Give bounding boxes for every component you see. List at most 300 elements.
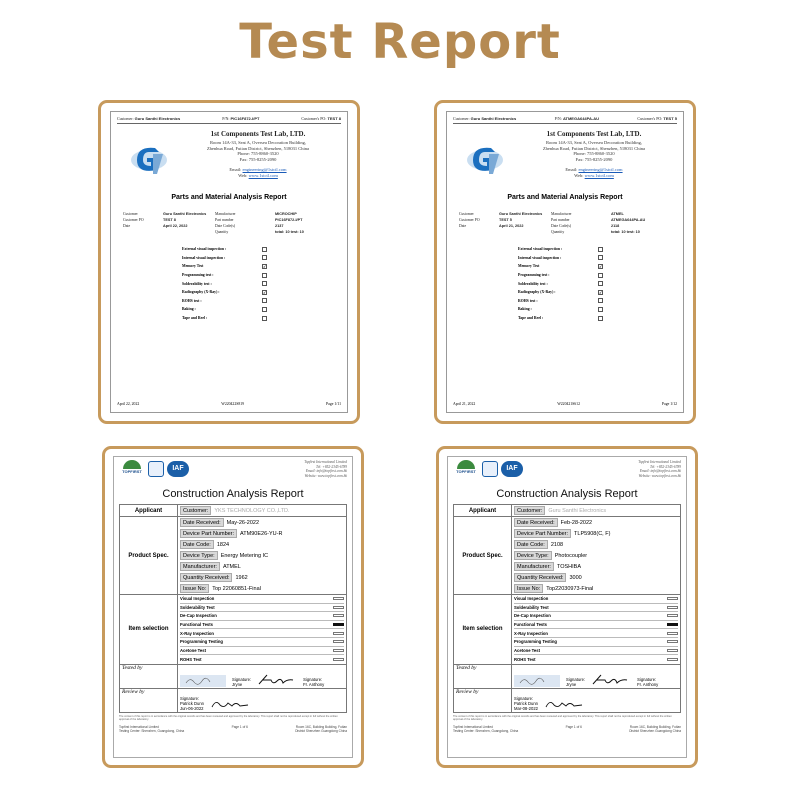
unselected-indicator-icon (667, 606, 678, 609)
unselected-indicator-icon (333, 614, 344, 617)
spec-field (180, 572, 344, 583)
customer-label: Customer: (180, 506, 211, 515)
selection-item (180, 604, 344, 613)
web-label: Web: (574, 172, 584, 178)
iaf-logo-icon: IAF (501, 461, 523, 477)
construction-report-page (447, 456, 687, 758)
lab-contact (511, 167, 677, 178)
test-item (182, 279, 341, 288)
test-label: Memory Test (182, 264, 204, 269)
report-title: Parts and Material Analysis Report (507, 194, 623, 201)
info-value: Guru Santhi Electronics (499, 212, 543, 216)
spec-field (514, 550, 678, 561)
signature-label: Signature: (232, 677, 252, 683)
construction-report-card-1 (102, 446, 364, 768)
brand-0: Topfirst International Limited (304, 460, 347, 464)
customer-label: Customer: (514, 506, 545, 515)
test-label: Internal visual inspection : (518, 255, 562, 260)
tester-signature-image (180, 675, 226, 687)
checkbox-icon (598, 273, 603, 278)
iaf-logo-icon: IAF (167, 461, 189, 477)
brand-3: Website: www.topfirst.com.hk (638, 473, 681, 478)
brand-0: Topfirst International Limited (638, 460, 681, 464)
spec-field (180, 550, 344, 561)
applicant-label: Applicant (454, 505, 512, 517)
address-3: Fax: 755-8255-2090 (239, 156, 277, 162)
footer-code: W220422S819 (221, 402, 245, 406)
checked-box-icon: ✓ (263, 263, 267, 269)
selection-item (180, 612, 344, 621)
unselected-indicator-icon (333, 658, 344, 661)
checked-box-icon: ✓ (263, 289, 267, 295)
email-link[interactable]: engineering@1stctl.com (242, 167, 287, 172)
construction-report-card-2 (436, 446, 698, 768)
applicant-label: Applicant (120, 505, 178, 517)
selection-item (514, 647, 678, 656)
info-value: 2137 (275, 224, 284, 228)
spec-label: Date Code: (514, 540, 548, 549)
spec-field (514, 561, 678, 572)
selection-label: Solderability Test (514, 604, 549, 610)
checkbox-icon (598, 281, 603, 286)
unselected-indicator-icon (667, 649, 678, 652)
email-label: Email: (565, 167, 578, 172)
web-link[interactable]: www.1stctl.com (248, 172, 278, 178)
info-value: TEST 5 (499, 218, 512, 222)
checkbox-icon (262, 307, 267, 312)
test-label: ROHS test : (182, 298, 202, 303)
report-info-grid (117, 211, 341, 235)
report-header (117, 116, 341, 124)
spec-field (180, 561, 344, 572)
unselected-indicator-icon (667, 614, 678, 617)
lab-address (175, 140, 341, 162)
selection-label: Programming Testing (514, 639, 557, 645)
info-value: ATMEGA644PA-AU (611, 218, 646, 222)
reviewer: Patrick Dunn (180, 701, 204, 707)
info-label: Date Code(s) (215, 224, 236, 228)
review-by-label: Review by (120, 688, 178, 712)
tester2: Fr. Anthony (303, 682, 325, 688)
parts-report-card-2 (434, 100, 696, 424)
report-title: Construction Analysis Report (496, 488, 638, 500)
spec-label: Issue No: (180, 584, 209, 593)
spec-field (514, 528, 678, 539)
unselected-indicator-icon (333, 632, 344, 635)
selection-label: Acetone Test (514, 647, 540, 653)
test-item (182, 245, 341, 254)
header-customer: Guru Santhi Electronics (470, 116, 517, 121)
test-label: ROHS test : (518, 298, 538, 303)
spec-label: Manufacturer: (180, 562, 220, 571)
selection-label: ROHS Test (514, 656, 536, 662)
selection-label: Acetone Test (180, 647, 206, 653)
address-3: Fax: 755-8255-2090 (575, 156, 613, 162)
checkbox-icon (598, 255, 603, 260)
construction-report-page (113, 456, 353, 758)
email-label: Email: (229, 167, 242, 172)
checked-box-icon: ✓ (599, 289, 603, 295)
spec-label: Issue No: (514, 584, 543, 593)
spec-value: 3000 (569, 574, 582, 581)
selection-item (180, 621, 344, 630)
brand-2: Email: info@topfirst.com.hk (639, 469, 681, 474)
fine-print: The content of this report is in accordance with the original records and has been reviewed and approved by the laboratory. This report shall not be reproduced except in full without the written approval of the laboratory. (453, 714, 672, 721)
spec-field (514, 572, 678, 583)
test-label: Baking : (518, 307, 532, 312)
foot-right-1: District Shenzhen Guangdong China (629, 728, 681, 733)
checkbox-icon (262, 281, 267, 286)
foot-left-0: Topfirst International Limited (119, 724, 159, 729)
report-table (119, 504, 347, 713)
checkbox-icon (262, 247, 267, 252)
selection-label: ROHS Test (180, 656, 202, 662)
footer-page: Page 1/11 (326, 402, 341, 406)
checkbox-icon (598, 307, 603, 312)
spec-value: 1962 (235, 574, 248, 581)
info-label: Part number (215, 218, 234, 222)
test-label: Memory Test (518, 264, 540, 269)
signature-scribble-icon (257, 673, 297, 687)
report-footer (119, 726, 347, 734)
signature-label: Signature: (514, 696, 534, 702)
spec-label: Quantity Received: (180, 573, 232, 582)
header-customer-label: Customer: (117, 116, 134, 121)
test-item (182, 254, 341, 263)
spec-label: Device Part Number: (514, 529, 571, 538)
brand-block (638, 460, 681, 478)
foot-right-0: Room 16C, Building Building, Futian (295, 724, 347, 729)
info-label: Customer PO (123, 218, 144, 222)
product-spec-label: Product Spec. (454, 517, 512, 595)
spec-value: Top22030973-Final (546, 585, 594, 592)
info-label: Customer (459, 212, 474, 216)
reviewer-signature-icon (210, 697, 250, 711)
foot-mid: Page 1 of 6 (565, 724, 582, 729)
test-item (518, 254, 677, 263)
customer-value: Guru Santhi Electronics (548, 507, 607, 514)
lab-address (511, 140, 677, 162)
report-table (453, 504, 681, 713)
test-label: Tape and Reel : (518, 316, 544, 321)
page-title: Test Report (239, 14, 561, 70)
spec-value: ATM90E26-YU-R (240, 530, 283, 537)
spec-label: Date Code: (180, 540, 214, 549)
topfirst-name: TOPFIRST (456, 469, 476, 474)
review-by-label: Review by (454, 688, 512, 712)
header-po-label: Customer's PO: (301, 116, 327, 121)
unselected-indicator-icon (667, 597, 678, 600)
test-label: Baking : (182, 307, 196, 312)
test-item (182, 305, 341, 314)
brand-2: Email: info@topfirst.com.hk (305, 469, 347, 474)
selection-item (180, 655, 344, 664)
checkbox-icon (598, 298, 603, 303)
spec-field (514, 583, 678, 594)
checked-box-icon: ✓ (599, 263, 603, 269)
brand-block (304, 460, 347, 478)
spec-field (514, 517, 678, 528)
footer-date: April 21, 2022 (453, 402, 476, 406)
spec-value: 1824 (216, 541, 230, 548)
header-pn-label: P/N: (554, 116, 562, 121)
info-value: total: 10 test: 10 (611, 230, 640, 234)
unselected-indicator-icon (667, 658, 678, 661)
topfirst-logo-icon (453, 460, 479, 478)
spec-label: Date Received: (180, 518, 224, 527)
spec-label: Device Type: (180, 551, 218, 560)
unselected-indicator-icon (667, 632, 678, 635)
selection-item (514, 604, 678, 613)
item-selection-label: Item selection (454, 595, 512, 665)
selection-item (180, 638, 344, 647)
header-po: TEST 8 (327, 116, 341, 121)
spec-field (180, 583, 344, 594)
foot-left-0: Topfirst International Limited (453, 724, 493, 729)
info-label: Date (123, 224, 131, 228)
checkbox-icon (262, 255, 267, 260)
ilac-mark-icon (148, 461, 164, 477)
info-value: Guru Santhi Electronics (163, 212, 207, 216)
parts-report-page (110, 111, 348, 413)
report-footer (453, 726, 681, 734)
info-value: PIC16F872-I/PT (275, 218, 303, 222)
selection-item (514, 629, 678, 638)
selected-indicator-icon (667, 623, 678, 626)
spec-value: Feb-28-2022 (560, 519, 593, 526)
topfirst-name: TOPFIRST (122, 469, 142, 474)
foot-mid: Page 1 of 6 (231, 724, 248, 729)
unselected-indicator-icon (333, 597, 344, 600)
info-value: April 21, 2022 (499, 224, 524, 228)
info-value (163, 229, 215, 235)
brand-3: Website: www.topfirst.com.hk (304, 473, 347, 478)
report-header (453, 116, 677, 124)
info-label: Date (459, 224, 467, 228)
selection-item (514, 595, 678, 604)
test-label: External visual inspection : (182, 247, 227, 252)
spec-label: Manufacturer: (514, 562, 554, 571)
info-label (123, 229, 163, 235)
selection-item (514, 655, 678, 664)
footer-code: W220421S612 (557, 402, 580, 406)
info-value: 2118 (611, 224, 620, 228)
product-spec-label: Product Spec. (120, 517, 178, 595)
spec-value: 2108 (550, 541, 564, 548)
selection-label: Programming Testing (180, 639, 223, 645)
report-info-grid (453, 211, 677, 235)
tester-signature-image (514, 675, 560, 687)
fine-print: The content of this report is in accordance with the original records and has been reviewed and approved by the laboratory. This report shall not be reproduced except in full without the written approval of the laboratory. (119, 714, 338, 721)
test-label: Solderability test : (518, 281, 548, 286)
customer-value: YKS TECHNOLOGY CO.,LTD. (214, 507, 290, 514)
report-title: Construction Analysis Report (162, 488, 304, 500)
spec-field (180, 539, 344, 550)
test-item (518, 271, 677, 280)
test-item (518, 314, 677, 323)
footer-page: Page 1/12 (661, 402, 677, 406)
unselected-indicator-icon (333, 640, 344, 643)
test-checklist (453, 245, 677, 322)
ilac-mark-icon (482, 461, 498, 477)
selection-label: X-Ray Inspection (514, 630, 548, 636)
test-item (182, 288, 341, 297)
foot-right-1: District Shenzhen Guangdong China (295, 728, 347, 733)
test-label: Radiography (X-Ray) : (518, 290, 556, 295)
header-pn: ATMEGA644PA-AU (562, 116, 600, 121)
review-date: Mar-08-2022 (514, 706, 538, 712)
parts-report-page (446, 111, 684, 413)
address-1: Zhenhua Road, Futian District, Shenzhen, 518031 China (542, 145, 646, 151)
checkbox-icon (262, 273, 267, 278)
spec-label: Date Received: (514, 518, 558, 527)
footer-date: April 22, 2022 (117, 402, 140, 406)
foot-left-1: Testing Center: Shenzhen, Guangdong, China (453, 728, 519, 733)
header-po-label: Customer's PO: (637, 116, 663, 121)
header-po: TEST 5 (663, 116, 677, 121)
item-selection-label: Item selection (120, 595, 178, 665)
spec-field (180, 528, 344, 539)
info-label: Part number (551, 218, 570, 222)
foot-right-0: Room 16C, Building Building, Futian (629, 724, 681, 729)
address-1: Zhenhua Road, Futian District, Shenzhen, 518031 China (206, 145, 310, 151)
signature-scribble-icon (591, 673, 631, 687)
test-label: Internal visual inspection : (182, 255, 226, 260)
info-label: Date Code(s) (551, 224, 572, 228)
test-item (518, 262, 677, 271)
test-checklist (117, 245, 341, 322)
address-0: Room 14A-33, Seat A, Oversea Decoration Building, (209, 140, 307, 145)
test-label: Programming test : (518, 273, 550, 278)
tested-by-label: Tested by (120, 664, 178, 688)
header-pn-label: P/N: (222, 116, 230, 121)
signature-label: Signature: (566, 677, 586, 683)
unselected-indicator-icon (333, 606, 344, 609)
unselected-indicator-icon (333, 649, 344, 652)
test-item (182, 262, 341, 271)
info-label: Manufacturer (551, 212, 572, 216)
selection-label: Solderability Test (180, 604, 215, 610)
unselected-indicator-icon (667, 640, 678, 643)
reviewer: Patrick Dunn (514, 701, 538, 707)
reviewer-signature-icon (544, 697, 584, 711)
selection-item (180, 595, 344, 604)
info-label: Quantity (215, 230, 229, 234)
checkbox-icon (262, 316, 267, 321)
report-footer (117, 402, 341, 406)
checkbox-icon (598, 247, 603, 252)
topfirst-logo-icon (119, 460, 145, 478)
selection-item (180, 647, 344, 656)
lab-logo-icon (129, 140, 169, 180)
spec-label: Device Part Number: (180, 529, 237, 538)
info-label: Customer (123, 212, 138, 216)
info-label: Quantity (551, 230, 565, 234)
report-footer (453, 402, 677, 406)
signature-label: Signature: (637, 677, 657, 683)
spec-value: Energy Metering IC (220, 552, 269, 559)
test-label: Programming test : (182, 273, 214, 278)
selection-label: De-Cap Inspection (514, 613, 551, 619)
signature-label: Signature: (303, 677, 323, 683)
selection-item (514, 638, 678, 647)
spec-value: Top 22060851-Final (212, 585, 261, 592)
selection-item (514, 612, 678, 621)
lab-logo-icon (465, 140, 505, 180)
tester2: Fr. Anthony (637, 682, 659, 688)
spec-label: Quantity Received: (514, 573, 566, 582)
header-pn: PIC16F872-I/PT (230, 116, 260, 121)
parts-report-card-1 (98, 100, 360, 424)
selected-indicator-icon (333, 623, 344, 626)
web-label: Web: (238, 172, 248, 178)
info-label (459, 229, 499, 235)
spec-label: Device Type: (514, 551, 552, 560)
address-0: Room 14A-33, Seat A, Oversea Decoration Building, (545, 140, 643, 145)
info-value: April 22, 2022 (163, 224, 188, 228)
lab-contact (175, 167, 341, 178)
spec-value: TLP5908(C, F) (574, 530, 611, 537)
info-value: total: 10 test: 10 (275, 230, 304, 234)
test-item (518, 305, 677, 314)
test-item (518, 288, 677, 297)
selection-label: Visual Inspection (514, 596, 549, 602)
selection-item (180, 629, 344, 638)
info-value: TEST 8 (163, 218, 176, 222)
info-value (499, 229, 551, 235)
tested-by-label: Tested by (454, 664, 512, 688)
test-label: External visual inspection : (518, 247, 563, 252)
info-value: ATMEL (611, 212, 624, 216)
lab-name: 1st Components Test Lab, LTD. (546, 130, 642, 138)
spec-value: May-26-2022 (226, 519, 260, 526)
test-item (182, 297, 341, 306)
lab-name: 1st Components Test Lab, LTD. (210, 130, 306, 138)
selection-label: Functional Tests (180, 622, 213, 628)
info-value: MICROCHIP (275, 212, 297, 216)
spec-value: ATMEL (222, 563, 241, 570)
test-label: Tape and Reel : (182, 316, 208, 321)
test-label: Solderability test : (182, 281, 212, 286)
spec-value: Photocoupler (554, 552, 588, 559)
review-date: Jun-06-2022 (180, 706, 204, 712)
checkbox-icon (262, 298, 267, 303)
selection-label: De-Cap Inspection (180, 613, 217, 619)
foot-left-1: Testing Center: Shenzhen, Guangdong, China (119, 728, 185, 733)
signature-label: Signature: (180, 696, 200, 702)
selection-label: Functional Tests (514, 622, 547, 628)
web-link[interactable]: www.1stctl.com (584, 172, 614, 178)
address-2: Phone: 755-8860-3520 (573, 151, 615, 156)
test-item (518, 245, 677, 254)
spec-value: TOSHIBA (556, 563, 581, 570)
email-link[interactable]: engineering@1stctl.com (578, 167, 623, 172)
selection-item (514, 621, 678, 630)
test-label: Radiography (X-Ray) : (182, 290, 220, 295)
header-customer: Guru Santhi Electronics (134, 116, 181, 121)
test-item (182, 314, 341, 323)
address-2: Phone: 755-8860-3520 (237, 151, 279, 156)
header-customer-label: Customer: (453, 116, 470, 121)
checkbox-icon (598, 316, 603, 321)
test-item (518, 297, 677, 306)
brand-1: Tel: +852-2345-6789 (316, 464, 347, 469)
spec-field (514, 539, 678, 550)
info-label: Manufacturer (215, 212, 236, 216)
report-title: Parts and Material Analysis Report (171, 194, 287, 201)
test-item (182, 271, 341, 280)
tester: Jryne (232, 682, 243, 688)
